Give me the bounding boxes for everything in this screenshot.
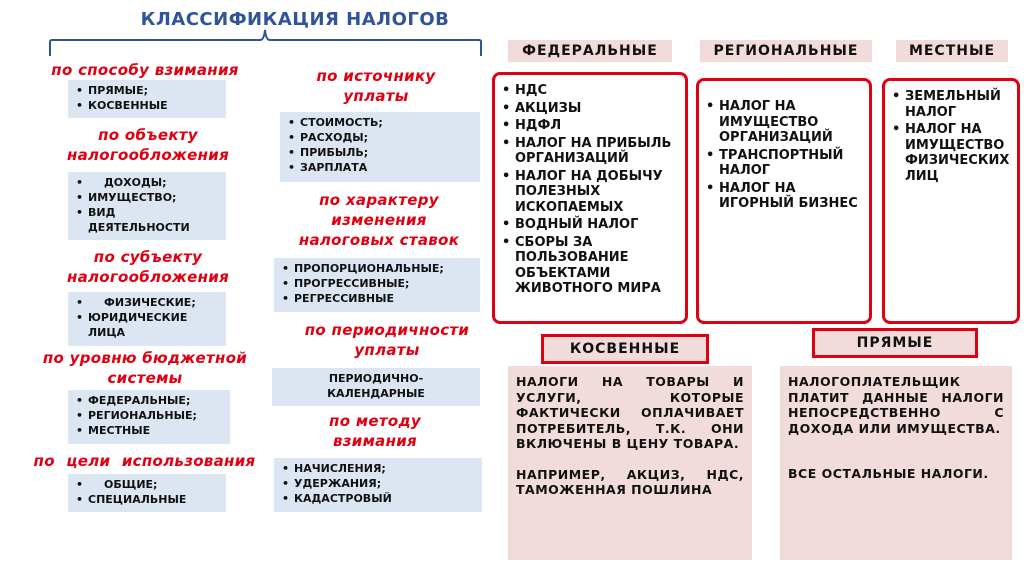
category-heading-subject: по субъекту налогообложения xyxy=(66,248,230,286)
list-item: • СТОИМОСТЬ; xyxy=(286,115,474,130)
level-header-regional: РЕГИОНАЛЬНЫЕ xyxy=(700,40,872,62)
list-item: • НДС xyxy=(501,83,679,99)
category-heading-method: по способу взимания xyxy=(51,61,239,79)
level-box-regional xyxy=(696,78,872,324)
list-item: • КОСВЕННЫЕ xyxy=(74,98,220,113)
list-item: • ВИД ДЕЯТЕЛЬНОСТИ xyxy=(74,205,220,235)
list-item: • ВОДНЫЙ НАЛОГ xyxy=(501,217,679,233)
direct-taxes-description xyxy=(780,366,1012,560)
list-item: • НАЧИСЛЕНИЯ; xyxy=(280,461,476,476)
list-item: • ОБЩИЕ; xyxy=(74,477,220,492)
level-box-local xyxy=(882,78,1020,324)
level-box-federal xyxy=(492,72,688,324)
category-box-periodicity xyxy=(272,368,480,406)
direct-taxes-text: НАЛОГОПЛАТЕЛЬЩИК ПЛАТИТ ДАННЫЕ НАЛОГИ НЕПОСРЕДСТВЕННО С ДОХОДА ИЛИ ИМУЩЕСТВА. xyxy=(788,374,1004,436)
level-header-federal: ФЕДЕРАЛЬНЫЕ xyxy=(508,40,672,62)
direct-taxes-example: ВСЕ ОСТАЛЬНЫЕ НАЛОГИ. xyxy=(788,466,989,481)
category-heading-object: по объекту налогообложения xyxy=(66,126,230,164)
indirect-taxes-description xyxy=(508,366,752,560)
list-item: • РАСХОДЫ; xyxy=(286,130,474,145)
category-box-object xyxy=(68,172,226,240)
list-item: • ФИЗИЧЕСКИЕ; xyxy=(74,295,220,310)
indirect-taxes-example: НАПРИМЕР, АКЦИЗ, НДС, ТАМОЖЕННАЯ ПОШЛИНА xyxy=(516,466,744,497)
list-item: • НДФЛ xyxy=(501,118,679,134)
category-box-source xyxy=(280,112,480,182)
list-item: • НАЛОГ НА ПРИБЫЛЬ ОРГАНИЗАЦИЙ xyxy=(501,136,679,167)
page-title: КЛАССИФИКАЦИЯ НАЛОГОВ xyxy=(140,9,450,30)
list-item: • СПЕЦИАЛЬНЫЕ xyxy=(74,492,220,507)
brace-connector xyxy=(48,28,483,58)
list-item: • ЗАРПЛАТА xyxy=(286,160,474,175)
list-item: • РЕГИОНАЛЬНЫЕ; xyxy=(74,408,224,423)
list-item: • НАЛОГ НА ИГОРНЫЙ БИЗНЕС xyxy=(705,181,863,212)
list-item: • АКЦИЗЫ xyxy=(501,101,679,117)
list-item: • ФЕДЕРАЛЬНЫЕ; xyxy=(74,393,224,408)
category-heading-budget-level: по уровню бюджетной системы xyxy=(42,349,248,387)
list-item: • ПРЯМЫЕ; xyxy=(74,83,220,98)
list-item: • ИМУЩЕСТВО; xyxy=(74,190,220,205)
list-item: • ЮРИДИЧЕСКИЕ ЛИЦА xyxy=(74,310,220,340)
list-item: • НАЛОГ НА ДОБЫЧУ ПОЛЕЗНЫХ ИСКОПАЕМЫХ xyxy=(501,169,679,216)
category-heading-source: по источнику уплаты xyxy=(316,67,436,105)
category-box-purpose xyxy=(68,474,226,512)
list-item: ПЕРИОДИЧНО-КАЛЕНДАРНЫЕ xyxy=(327,372,425,400)
list-item: • ПРОПОРЦИОНАЛЬНЫЕ; xyxy=(280,261,474,276)
category-box-rate-change xyxy=(274,258,480,312)
list-item: • НАЛОГ НА ИМУЩЕСТВО ОРГАНИЗАЦИЙ xyxy=(705,99,863,146)
category-box-budget-level xyxy=(68,390,230,444)
category-box-collection-method xyxy=(274,458,482,512)
category-heading-purpose: по цели использования xyxy=(33,452,256,470)
category-box-method xyxy=(68,80,226,118)
list-item: • СБОРЫ ЗА ПОЛЬЗОВАНИЕ ОБЪЕКТАМИ ЖИВОТНОГО МИРА xyxy=(501,235,679,297)
category-heading-periodicity: по периодичности уплаты xyxy=(304,321,470,359)
indirect-taxes-label: КОСВЕННЫЕ xyxy=(541,334,709,364)
list-item: • ТРАНСПОРТНЫЙ НАЛОГ xyxy=(705,148,863,179)
indirect-taxes-text: НАЛОГИ НА ТОВАРЫ И УСЛУГИ, КОТОРЫЕ ФАКТИЧЕСКИ ОПЛАЧИВАЕТ ПОТРЕБИТЕЛЬ, Т.К. ОНИ ВКЛЮЧЕНЫ В ЦЕНУ ТОВАРА. xyxy=(516,374,744,451)
direct-taxes-label: ПРЯМЫЕ xyxy=(812,328,978,358)
list-item: • РЕГРЕССИВНЫЕ xyxy=(280,291,474,306)
level-header-local: МЕСТНЫЕ xyxy=(896,40,1008,62)
list-item: • МЕСТНЫЕ xyxy=(74,423,224,438)
list-item: • ДОХОДЫ; xyxy=(74,175,220,190)
category-heading-rate-change: по характеру изменения налоговых ставок xyxy=(298,191,460,249)
list-item: • ПРОГРЕССИВНЫЕ; xyxy=(280,276,474,291)
list-item: • НАЛОГ НА ИМУЩЕСТВО ФИЗИЧЕСКИХ ЛИЦ xyxy=(891,122,1011,184)
list-item: • ПРИБЫЛЬ; xyxy=(286,145,474,160)
category-heading-collection-method: по методу взимания xyxy=(329,412,421,450)
list-item: • КАДАСТРОВЫЙ xyxy=(280,491,476,506)
list-item: • ЗЕМЕЛЬНЫЙ НАЛОГ xyxy=(891,89,1011,120)
list-item: • УДЕРЖАНИЯ; xyxy=(280,476,476,491)
category-box-subject xyxy=(68,292,226,346)
